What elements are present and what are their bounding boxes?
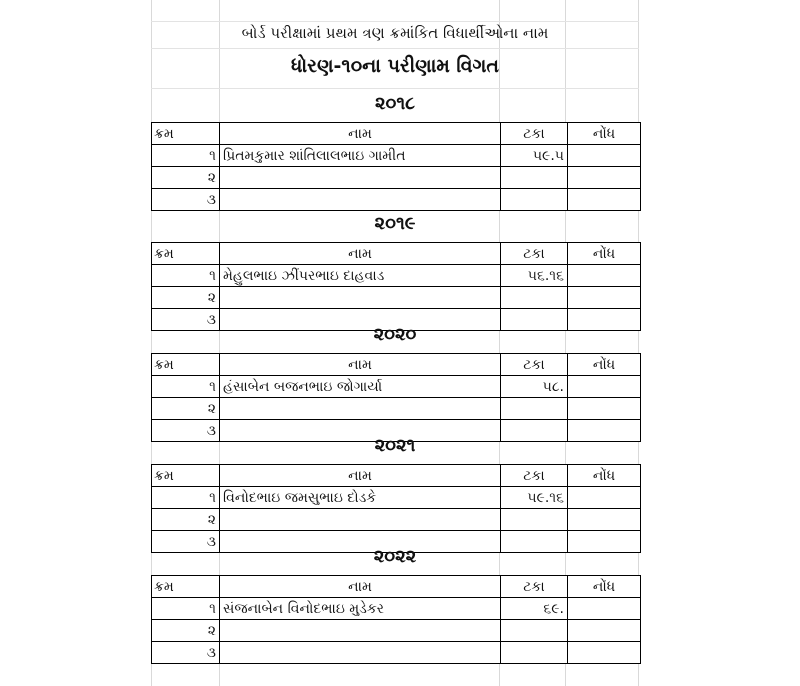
grid-line — [151, 21, 639, 22]
cell-rank[interactable]: ૧ — [152, 145, 220, 167]
cell-name[interactable] — [220, 189, 501, 211]
cell-percent[interactable]: ૫૮. — [501, 376, 568, 398]
cell-name[interactable]: મેહુલભાઇ ઝીંપરભાઇ દાહવાડ — [220, 265, 501, 287]
cell-note[interactable] — [568, 189, 641, 211]
table-row — [152, 509, 641, 531]
cell-rank[interactable]: ૩ — [152, 309, 220, 331]
table-row — [152, 642, 641, 664]
column-header-name: નામ — [220, 123, 501, 145]
year-heading: ૨૦૨૧ — [374, 435, 416, 456]
column-header-percent: ટકા — [501, 123, 568, 145]
cell-percent[interactable] — [501, 398, 568, 420]
column-header-note: નોંધ — [568, 243, 641, 265]
cell-rank[interactable]: ૧ — [152, 598, 220, 620]
cell-name[interactable] — [220, 620, 501, 642]
grid-line — [151, 88, 639, 89]
table-row — [152, 598, 641, 620]
cell-name[interactable] — [220, 167, 501, 189]
cell-rank[interactable]: ૩ — [152, 642, 220, 664]
grid-line — [151, 48, 639, 49]
table-header-row — [152, 243, 641, 265]
cell-name[interactable] — [220, 398, 501, 420]
cell-percent[interactable]: ૫૯.૫ — [501, 145, 568, 167]
cell-name[interactable]: સંજનાબેન વિનોદભાઇ મુડેકર — [220, 598, 501, 620]
cell-note[interactable] — [568, 509, 641, 531]
column-header-percent: ટકા — [501, 465, 568, 487]
cell-rank[interactable]: ૧ — [152, 265, 220, 287]
table-row — [152, 189, 641, 211]
cell-rank[interactable]: ૨ — [152, 620, 220, 642]
table-row — [152, 487, 641, 509]
results-table — [151, 122, 641, 211]
cell-note[interactable] — [568, 487, 641, 509]
cell-note[interactable] — [568, 167, 641, 189]
year-heading: ૨૦૧૮ — [374, 93, 416, 114]
cell-name[interactable] — [220, 287, 501, 309]
table-row — [152, 620, 641, 642]
column-header-note: નોંધ — [568, 576, 641, 598]
cell-percent[interactable] — [501, 167, 568, 189]
column-header-note: નોંધ — [568, 354, 641, 376]
cell-rank[interactable]: ૨ — [152, 167, 220, 189]
column-header-name: નામ — [220, 465, 501, 487]
cell-rank[interactable]: ૨ — [152, 398, 220, 420]
column-header-name: નામ — [220, 243, 501, 265]
cell-rank[interactable]: ૩ — [152, 189, 220, 211]
table-header-row — [152, 576, 641, 598]
cell-percent[interactable]: ૫૬.૧૬ — [501, 265, 568, 287]
table-row — [152, 376, 641, 398]
column-header-rank: ક્રમ — [152, 243, 220, 265]
year-heading: ૨૦૧૯ — [374, 213, 416, 234]
cell-name[interactable] — [220, 642, 501, 664]
table-row — [152, 167, 641, 189]
column-header-name: નામ — [220, 576, 501, 598]
cell-rank[interactable]: ૨ — [152, 287, 220, 309]
column-header-rank: ક્રમ — [152, 354, 220, 376]
table-header-row — [152, 123, 641, 145]
table-row — [152, 145, 641, 167]
cell-name[interactable]: પ્રિતમકુમાર શાંતિલાલભાઇ ગામીત — [220, 145, 501, 167]
cell-percent[interactable] — [501, 287, 568, 309]
cell-rank[interactable]: ૧ — [152, 487, 220, 509]
cell-percent[interactable]: ૫૯.૧૬ — [501, 487, 568, 509]
cell-note[interactable] — [568, 376, 641, 398]
cell-percent[interactable] — [501, 189, 568, 211]
cell-name[interactable]: વિનોદભાઇ જમસુભાઇ દોડકે — [220, 487, 501, 509]
column-header-percent: ટકા — [501, 354, 568, 376]
cell-rank[interactable]: ૧ — [152, 376, 220, 398]
column-header-percent: ટકા — [501, 576, 568, 598]
column-header-note: નોંધ — [568, 123, 641, 145]
cell-rank[interactable]: ૩ — [152, 531, 220, 553]
table-header-row — [152, 465, 641, 487]
results-table — [151, 575, 641, 664]
column-header-rank: ક્રમ — [152, 576, 220, 598]
cell-percent[interactable] — [501, 620, 568, 642]
cell-note[interactable] — [568, 287, 641, 309]
column-header-rank: ક્રમ — [152, 123, 220, 145]
cell-name[interactable] — [220, 509, 501, 531]
table-row — [152, 265, 641, 287]
table-header-row — [152, 354, 641, 376]
cell-percent[interactable] — [501, 509, 568, 531]
results-table — [151, 464, 641, 553]
cell-rank[interactable]: ૩ — [152, 420, 220, 442]
table-row — [152, 287, 641, 309]
spreadsheet-page — [151, 0, 639, 686]
cell-note[interactable] — [568, 642, 641, 664]
cell-rank[interactable]: ૨ — [152, 509, 220, 531]
page-subtitle: બોર્ડ પરીક્ષામાં પ્રથમ ત્રણ ક્રમાંકિત વિધાર્થીઓના નામ — [241, 24, 549, 42]
cell-percent[interactable] — [501, 642, 568, 664]
page-title: ધોરણ-૧૦ના પરીણામ વિગત — [290, 55, 500, 77]
year-heading: ૨૦૨૦ — [373, 324, 417, 345]
column-header-percent: ટકા — [501, 243, 568, 265]
cell-note[interactable] — [568, 265, 641, 287]
results-table — [151, 242, 641, 331]
table-row — [152, 398, 641, 420]
cell-note[interactable] — [568, 145, 641, 167]
results-table — [151, 353, 641, 442]
cell-note[interactable] — [568, 620, 641, 642]
cell-name[interactable]: હંસાબેન બજનભાઇ જોગાર્યા — [220, 376, 501, 398]
year-heading: ૨૦૨૨ — [373, 546, 417, 567]
column-header-name: નામ — [220, 354, 501, 376]
cell-note[interactable] — [568, 398, 641, 420]
cell-percent[interactable]: ૬૯. — [501, 598, 568, 620]
cell-note[interactable] — [568, 598, 641, 620]
column-header-note: નોંધ — [568, 465, 641, 487]
column-header-rank: ક્રમ — [152, 465, 220, 487]
